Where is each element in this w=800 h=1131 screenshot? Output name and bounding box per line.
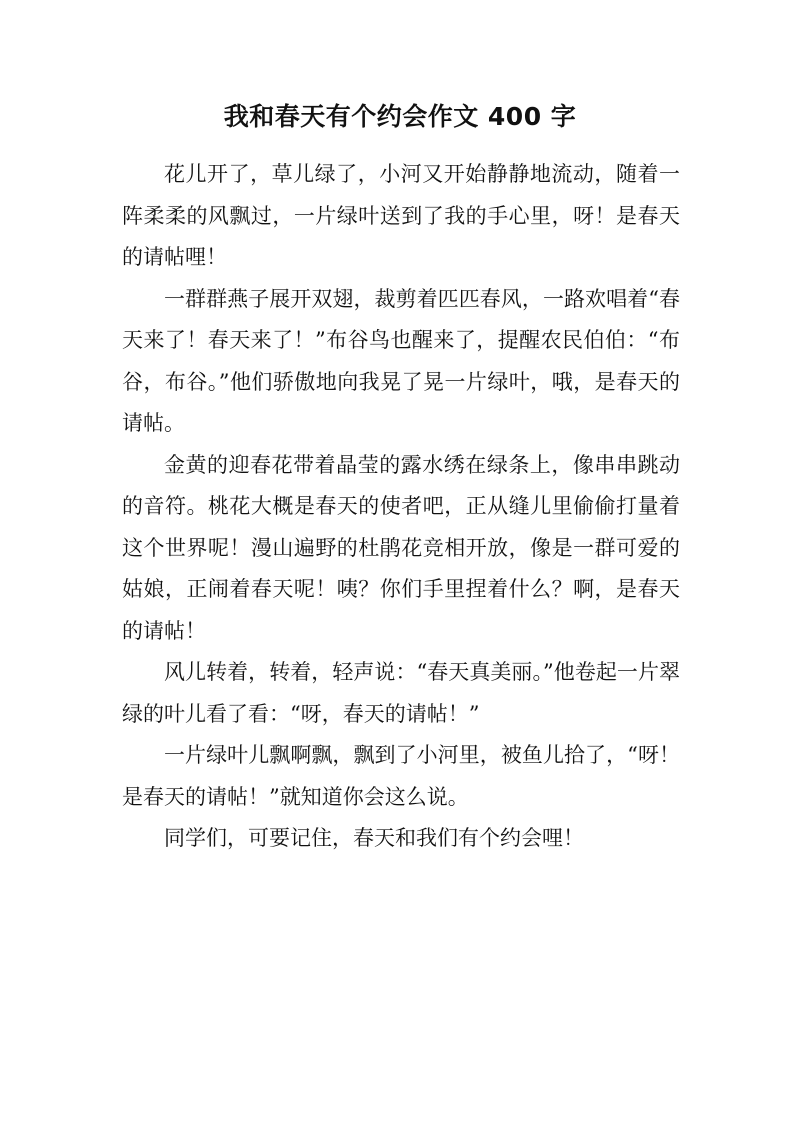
document-title: 我和春天有个约会作文 400 字 <box>223 102 577 131</box>
paragraph-6: 同学们，可要记住，春天和我们有个约会哩！ <box>164 826 584 850</box>
paragraph-3: 金黄的迎春花带着晶莹的露水绣在绿条上，像串串跳动的音符。桃花大概是春天的使者吧，正从缝儿里偷偷打量着这个世界呢！漫山遍野的杜鹃花竞相开放，像是一群可爱的姑娘，正闹着春天呢！咦？你们手里捏着什么？啊，是春天的请帖！ <box>122 452 680 643</box>
document-body <box>122 154 680 860</box>
paragraph-5: 一片绿叶儿飘啊飘，飘到了小河里，被鱼儿拾了，“呀！是春天的请帖！”就知道你会这么说。 <box>122 743 680 809</box>
paragraph-2: 一群群燕子展开双翅，裁剪着匹匹春风，一路欢唱着“春天来了！春天来了！”布谷鸟也醒来了，提醒农民伯伯：“布谷，布谷。”他们骄傲地向我晃了晃一片绿叶，哦，是春天的请帖。 <box>122 286 680 435</box>
paragraph-4: 风儿转着，转着，轻声说：“春天真美丽。”他卷起一片翠绿的叶儿看了看：“呀，春天的请帖！” <box>122 660 680 726</box>
paragraph-1: 花儿开了，草儿绿了，小河又开始静静地流动，随着一阵柔柔的风飘过，一片绿叶送到了我的手心里，呀！是春天的请帖哩！ <box>122 162 680 269</box>
